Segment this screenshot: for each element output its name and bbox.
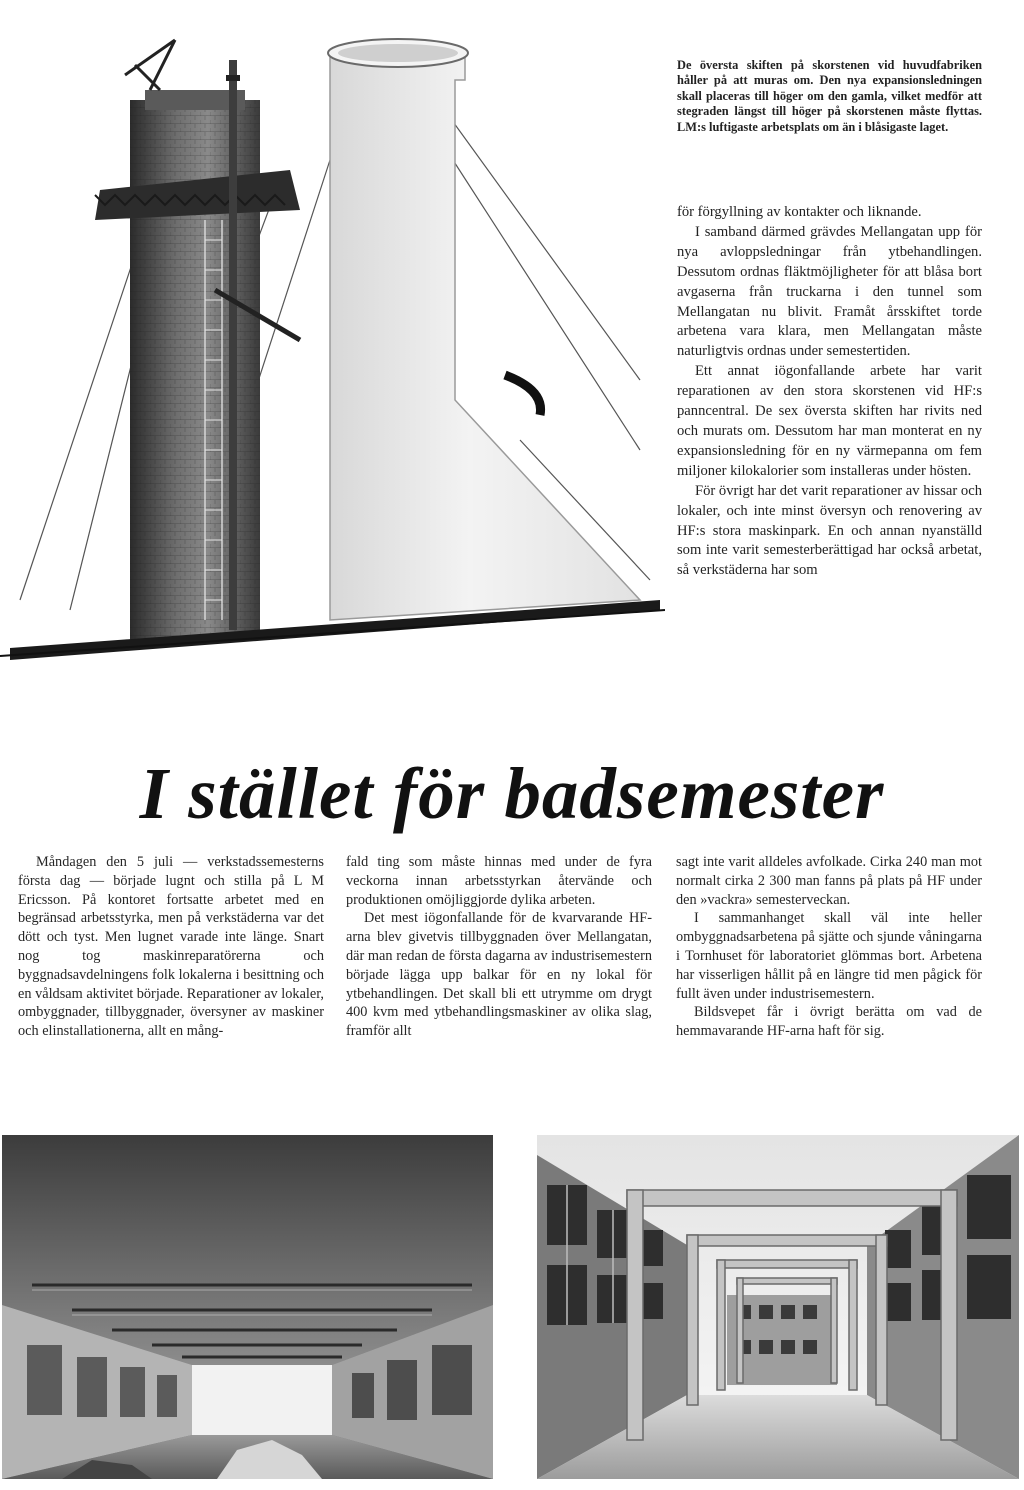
paragraph: Bildsvepet får i övrigt berätta om vad de hemmavarande HF-arna haft för sig. xyxy=(676,1004,982,1040)
paragraph: I sammanhanget skall väl inte heller ombyggnadsarbetena på sjätte och sjunde våningarna i Tornhuset för laboratoriet glömmas bort. Arbetena har visserligen hållit på en längre tid men pågick för fullt även under industrisemestern. xyxy=(676,910,982,1002)
article-headline: I stället för badsemester xyxy=(139,753,885,834)
corridor-frames-photo xyxy=(537,1135,1019,1479)
text-column-3 xyxy=(676,853,982,1041)
paragraph: För övrigt har det varit reparationer av hissar och lokaler, och inte minst översyn och renovering av HF:s stora maskinpark. En och annan nyanställd som inte varit semesterberättigad har också arbetat, så verkstäderna har som xyxy=(677,482,982,579)
right-text-column xyxy=(677,203,982,581)
chimney-photo xyxy=(0,20,665,660)
paragraph: Ett annat iögonfallande arbete har varit reparationen av den stora skorstenen vid HF:s panncentral. De sex översta skiften har rivits ned och murats om. Dessutom har man monterat en ny expansionsledning för en ny värmepanna om fem miljoner kilokalorier som installeras under hösten. xyxy=(677,363,982,479)
photo-caption: De översta skiften på skorstenen vid huvudfabriken håller på att muras om. Den nya expansionsledningen skall placeras till höger om den gamla, vilket medför att stegraden längst till höger på skorstenen måste flyttas. LM:s luftigaste arbetsplats om än i blåsigaste laget. xyxy=(677,58,982,134)
text-column-2 xyxy=(346,853,652,1041)
paragraph: I samband därmed grävdes Mellangatan upp för nya avloppsledningar från ytbehandlingen. Dessutom ordnas fläktmöjligheter för att blåsa bort avgaserna från truckarna i den tunnel som Mellangatan nu blivit. Framåt årsskiftet torde arbetena vara klara, men Mellangatan måste naturligtvis ordnas under semestertiden. xyxy=(677,223,982,360)
paragraph: Det mest iögonfallande för de kvarvarande HF-arna blev givetvis tillbyggnaden över Mellangatan, där man redan de första dagarna av industrisemestern började lägga upp balkar för en ny lokal för ytbehandlingen. Det skall bli ett utrymme om drygt 400 kvm med ytbehandlingsmaskiner av olika slag, framför allt xyxy=(346,910,652,1040)
paragraph: för förgyllning av kontakter och liknande. xyxy=(677,204,922,220)
hall-illustration xyxy=(2,1135,493,1479)
paragraph: Måndagen den 5 juli — verkstadssemesterns första dag — började lugnt och stilla på L M Ericsson. På kontoret fortsatte arbetet med en begränsad arbetsstyrka, men på verkstäderna var det dött och tyst. Men lugnet varade inte länge. Snart nog tog maskinreparatörerna och byggnadsavdelningens folk lokalerna i besittning och en våldsam aktivitet började. Reparationer av lokaler, ombyggnader, tillbyggnader, översyner av maskiner och elinstallationerna, allt en mång- xyxy=(18,854,324,1040)
corridor-illustration xyxy=(537,1135,1019,1479)
paragraph: sagt inte varit alldeles avfolkade. Cirka 240 man mot normalt cirka 2 300 man fanns på plats på HF under den »vackra» semesterveckan. xyxy=(676,854,982,908)
construction-hall-photo xyxy=(2,1135,493,1479)
paragraph: fald ting som måste hinnas med under de fyra veckorna innan arbetsstyrkan återvände och produktionen omöjliggjorde dylika arbeten. xyxy=(346,854,652,908)
text-column-1 xyxy=(18,853,324,1041)
chimney-illustration xyxy=(0,20,665,660)
